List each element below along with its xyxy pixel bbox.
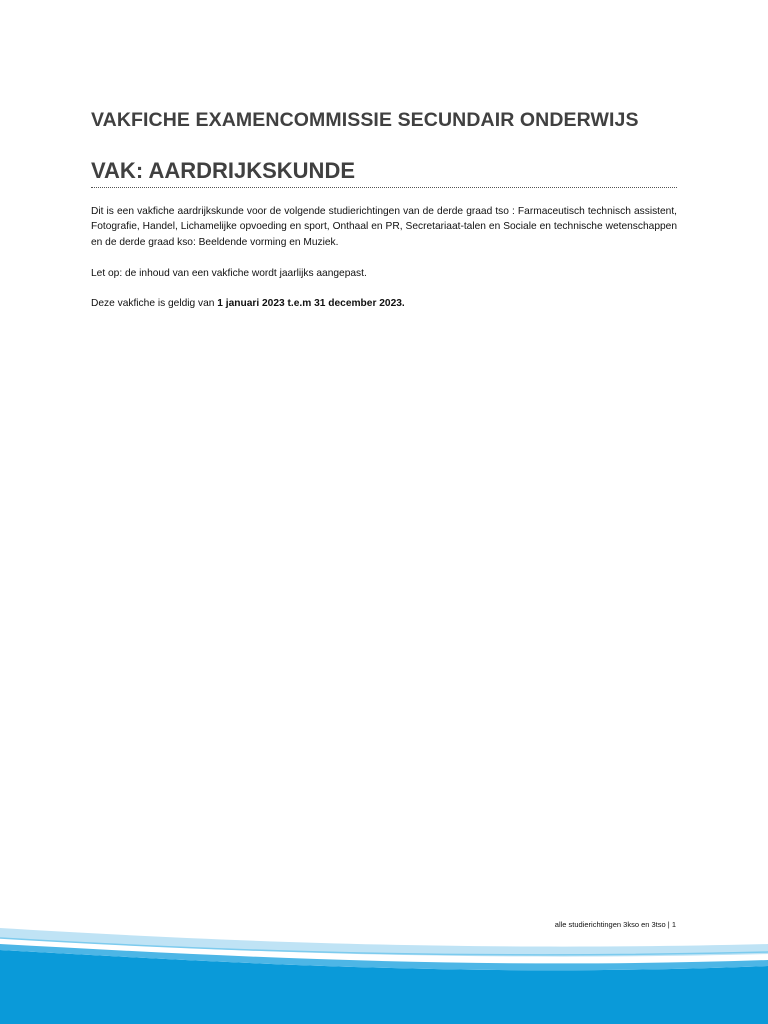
document-title: VAKFICHE EXAMENCOMMISSIE SECUNDAIR ONDERWIJS (91, 109, 639, 131)
footer-separator: | (667, 920, 670, 929)
validity-prefix: Deze vakfiche is geldig van (91, 297, 218, 309)
subject-title: VAK: AARDRIJKSKUNDE (91, 158, 677, 188)
validity-period: 1 januari 2023 t.e.m 31 december 2023. (217, 297, 405, 309)
footer-text: alle studierichtingen 3kso en 3tso (554, 920, 666, 929)
validity-paragraph (91, 296, 677, 311)
page-content (91, 109, 677, 311)
intro-paragraph: Dit is een vakfiche aardrijkskunde voor de volgende studierichtingen van de derde graad tso : Farmaceutisch technisch assistent, Fotografie, Handel, Lichamelijke opvoeding en sport, Onthaal en PR, Secretariaat-talen en Sociale en technische wetenschappen en de derde graad kso: Beeldende vorming en Muziek. (91, 206, 677, 248)
page-number: 1 (671, 920, 676, 929)
note-paragraph: Let op: de inhoud van een vakfiche wordt jaarlijks aangepast. (91, 267, 367, 279)
footer-wave-decoration (0, 910, 768, 1024)
